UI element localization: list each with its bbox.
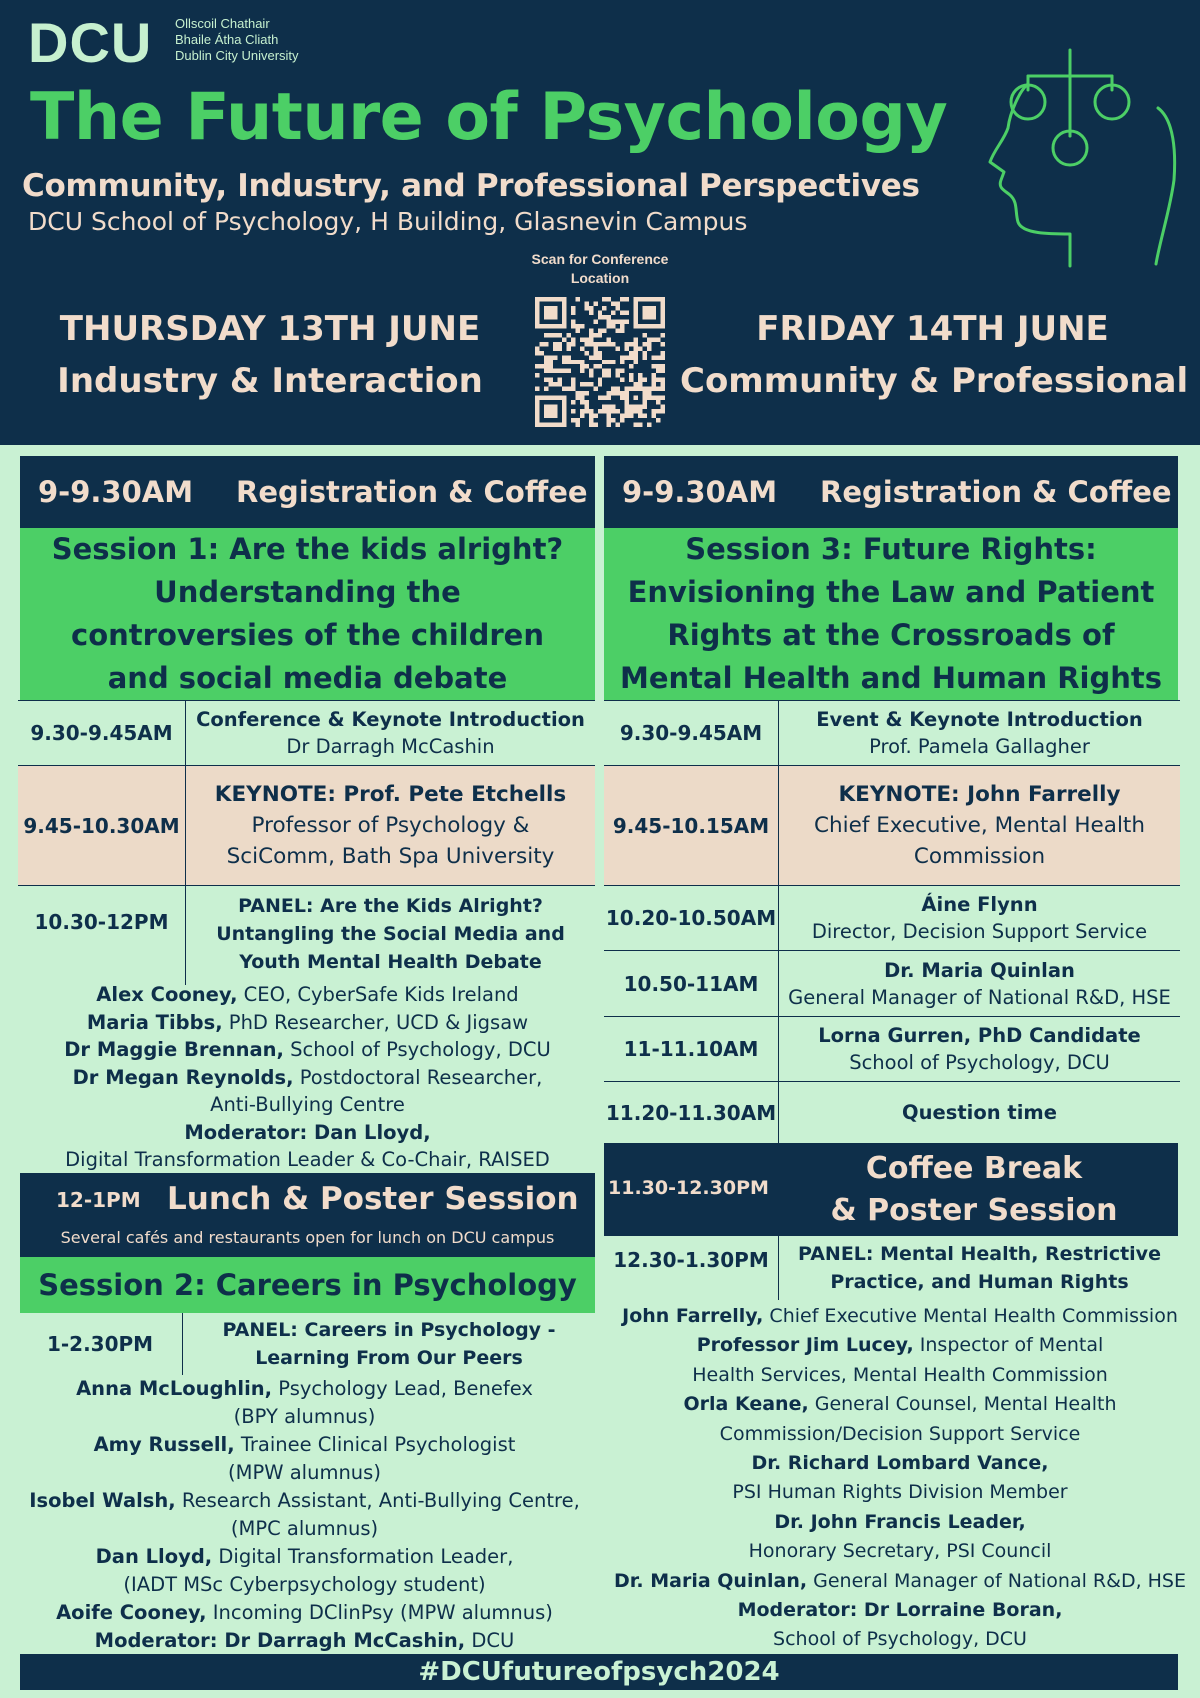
page-subtitle: Community, Industry, and Professional Perspectives [22,168,920,204]
panel3-title-line-2: Practice, and Human Rights [830,1271,1129,1293]
panel3-speaker: Dr. Maria Quinlan, General Manager of National R&D, HSE [613,1569,1187,1592]
university-line-irish-1: Ollscoil Chathair [175,16,270,31]
panel2-title-line-1: PANEL: Careers in Psychology - [222,1319,556,1341]
panel1-moderator: Moderator: Dan Lloyd, [184,1120,431,1144]
thursday-keynote-time: 9.45-10.30AM [18,766,186,885]
friday-questions-time: 11.20-11.30AM [604,1082,779,1143]
panel3-speaker: Dr. Richard Lombard Vance, [751,1452,1049,1475]
thursday-intro-row [18,700,595,765]
panel3-speaker: Health Services, Mental Health Commission [692,1363,1108,1386]
thursday-panel1-time: 10.30-12PM [18,886,186,985]
session3-line-1: Session 3: Future Rights: [685,532,1097,566]
thursday-registration-time: 9-9.30AM [38,475,194,509]
session1-line-2: Understanding the [154,575,461,609]
panel2-speaker: Dan Lloyd, Digital Transformation Leader, [95,1545,514,1568]
coffee-break-label [774,1148,1174,1232]
friday-registration-time: 9-9.30AM [622,475,778,509]
session1-line-4: and social media debate [107,661,508,695]
thursday-registration-label: Registration & Coffee [236,475,588,509]
panel3-speaker: John Farrelly, Chief Executive Mental Health Commission [622,1305,1178,1327]
university-line-english: Dublin City University [175,48,299,63]
panel1-title-line-1: PANEL: Are the Kids Alright? [238,895,543,917]
session2-title: Session 2: Careers in Psychology [20,1257,595,1313]
thursday-intro-speaker: Dr Darragh McCashin [286,735,495,758]
panel1-title-line-3: Youth Mental Health Debate [239,951,542,973]
session1-title [20,528,595,700]
panel2-speaker: Aoife Cooney, Incoming DClinPsy (MPW alumnus) [56,1601,553,1624]
session1-line-3: controversies of the children [71,618,544,652]
panel2-speaker: Isobel Walsh, Research Assistant, Anti-Bullying Centre, [29,1489,580,1512]
friday-panel3-title [779,1236,1180,1300]
thursday-intro-title: Conference & Keynote Introduction [196,708,585,731]
friday-talk2-time: 10.50-11AM [604,951,779,1016]
panel3-speaker: Honorary Secretary, PSI Council [748,1540,1052,1563]
friday-talk1-title: Áine Flynn [921,893,1038,916]
panel2-speaker: (MPC alumnus) [230,1517,379,1540]
friday-talk1-row [604,885,1180,950]
session3-line-4: Mental Health and Human Rights [619,661,1162,695]
session3-line-2: Envisioning the Law and Patient [627,575,1155,609]
friday-date: FRIDAY 14TH JUNE [756,309,1109,349]
friday-intro-row [604,700,1180,765]
page-title: The Future of Psychology [30,80,948,155]
friday-intro-title: Event & Keynote Introduction [816,708,1143,731]
thursday-date: THURSDAY 13TH JUNE [59,309,481,349]
friday-talk1-desc [779,886,1180,950]
session3-line-3: Rights at the Crossroads of [667,618,1115,652]
friday-talk3-time: 11-11.10AM [604,1017,779,1081]
friday-registration-bar [604,456,1178,528]
panel3-speakers [600,1302,1200,1655]
friday-panel3-time: 12.30-1.30PM [604,1236,779,1300]
thursday-panel2-row [18,1313,595,1375]
panel2-moderator: Moderator: Dr Darragh McCashin, DCU [94,1629,515,1652]
lunch-time: 12-1PM [56,1188,141,1212]
friday-intro-desc [779,701,1180,765]
thursday-panel2-time: 1-2.30PM [18,1313,183,1375]
friday-panel3-row [604,1236,1180,1300]
thursday-panel2-title [183,1313,595,1375]
friday-talk3-title: Lorna Gurren, PhD Candidate [818,1024,1141,1047]
friday-questions-row [604,1081,1180,1143]
friday-questions-title: Question time [902,1101,1057,1124]
panel3-speaker: Dr. John Francis Leader, [774,1510,1026,1533]
qr-caption [512,250,688,288]
friday-talk3-desc [779,1017,1180,1081]
panel1-title-line-2: Untangling the Social Media and [216,923,565,945]
university-name [175,16,299,64]
university-line-irish-2: Bhaile Átha Cliath [175,32,279,47]
friday-registration-label: Registration & Coffee [820,475,1172,509]
coffee-break-bar [604,1143,1178,1236]
panel3-speaker: Professor Jim Lucey, Inspector of Mental [696,1334,1104,1357]
thursday-panel1-title [186,886,595,985]
thursday-keynote-title: KEYNOTE: Prof. Pete Etchells [214,782,567,807]
coffee-break-time: 11.30-12.30PM [608,1177,769,1199]
panel1-moderator-role: Digital Transformation Leader & Co-Chair, RAISED [65,1148,550,1171]
friday-keynote-time: 9.45-10.15AM [604,766,779,885]
friday-talk2-title: Dr. Maria Quinlan [884,958,1075,982]
friday-theme: Community & Professional [680,361,1189,401]
thursday-keynote-row [18,765,595,885]
lunch-label: Lunch & Poster Session [167,1181,579,1217]
thursday-intro-desc [186,701,595,765]
friday-talk1-detail: Director, Decision Support Service [811,920,1148,943]
friday-talk2-row [604,950,1180,1016]
panel1-speakers [20,981,595,1174]
coffee-break-line-1: Coffee Break [865,1151,1083,1186]
lunch-bar [20,1173,595,1257]
friday-keynote-desc [779,766,1180,885]
friday-keynote-row [604,765,1180,885]
panel2-speakers [12,1375,597,1655]
panel2-speaker: (MPW alumnus) [228,1461,381,1484]
panel1-speaker: Anti-Bullying Centre [210,1093,405,1116]
session3-title [604,528,1178,700]
event-hashtag: #DCUfutureofpsych2024 [20,1654,1178,1690]
panel3-moderator-role: School of Psychology, DCU [773,1628,1027,1651]
thursday-keynote-desc [186,766,595,885]
day-thursday-heading [40,303,500,407]
qr-code[interactable] [535,297,665,427]
friday-talk2-desc [779,951,1180,1016]
panel2-title-line-2: Learning From Our Peers [255,1347,523,1369]
friday-intro-speaker: Prof. Pamela Gallagher [869,735,1090,758]
thursday-panel1-row [18,885,595,985]
panel2-speaker: Anna McLoughlin, Psychology Lead, Benefex [76,1377,533,1400]
panel3-speaker: Commission/Decision Support Service [719,1422,1081,1445]
day-friday-heading [680,303,1189,407]
lunch-note: Several cafés and restaurants open for lunch on DCU campus [60,1228,555,1247]
panel3-moderator: Moderator: Dr Lorraine Boran, [737,1599,1063,1622]
head-scales-icon [960,40,1185,295]
thursday-intro-time: 9.30-9.45AM [18,701,186,765]
panel1-speaker: Alex Cooney, CEO, CyberSafe Kids Ireland [96,983,519,1006]
friday-talk3-row [604,1016,1180,1081]
panel2-speaker: Amy Russell, Trainee Clinical Psychologist [93,1433,516,1456]
friday-keynote-title: KEYNOTE: John Farrelly [838,782,1121,807]
panel1-speaker: Dr Maggie Brennan, School of Psychology, DCU [64,1038,551,1061]
panel3-title-line-1: PANEL: Mental Health, Restrictive [798,1243,1161,1265]
thursday-keynote-line-2: SciComm, Bath Spa University [226,844,555,869]
friday-keynote-line-1: Chief Executive, Mental Health [813,813,1145,838]
coffee-break-line-2: & Poster Session [830,1193,1118,1228]
panel1-speaker: Dr Megan Reynolds, Postdoctoral Researcher, [72,1065,543,1089]
panel2-speaker: (BPY alumnus) [233,1405,376,1428]
thursday-theme: Industry & Interaction [57,361,483,401]
friday-talk1-time: 10.20-10.50AM [604,886,779,950]
qr-caption-line-2: Location [570,270,630,286]
thursday-keynote-line-1: Professor of Psychology & [251,813,530,838]
panel2-speaker: (IADT MSc Cyberpsychology student) [123,1573,486,1596]
friday-keynote-line-2: Commission [913,844,1046,869]
session1-line-1: Session 1: Are the kids alright? [51,532,564,566]
panel3-speaker: Orla Keane, General Counsel, Mental Health [683,1393,1117,1416]
panel3-speaker: PSI Human Rights Division Member [732,1481,1068,1504]
friday-talk3-detail: School of Psychology, DCU [849,1051,1110,1074]
thursday-registration-bar [20,456,595,528]
dcu-logo: DCU [28,11,153,74]
friday-intro-time: 9.30-9.45AM [604,701,779,765]
friday-talk2-detail: General Manager of National R&D, HSE [788,985,1171,1009]
venue-location: DCU School of Psychology, H Building, Glasnevin Campus [28,207,748,236]
qr-caption-line-1: Scan for Conference [531,251,669,267]
panel1-speaker: Maria Tibbs, PhD Researcher, UCD & Jigsaw [86,1010,529,1034]
